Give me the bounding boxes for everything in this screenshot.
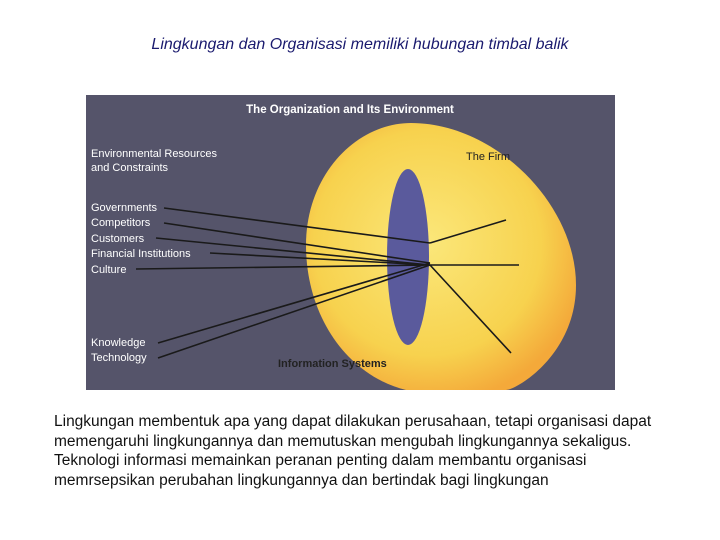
organization-environment-diagram [86,95,615,390]
diagram-canvas [86,95,615,390]
factor-technology: Technology [91,352,147,364]
information-systems-label: Information Systems [278,358,387,370]
body-paragraph: Lingkungan membentuk apa yang dapat dilakukan perusahaan, tetapi organisasi dapat memengaruhi lingkungannya dan memutuskan mengubah lingkungannya sekaligus. Teknologi informasi memainkan peranan penting dalam membantu organisasi memrsepsikan perubahan lingkungannya dan bertindak bagi lingkungan [54,413,652,489]
factor-culture: Culture [91,264,127,276]
slide-title: Lingkungan dan Organisasi memiliki hubungan timbal balik [151,36,569,53]
environment-label-line-2: and Constraints [91,162,169,174]
diagram-title: The Organization and Its Environment [246,104,454,116]
factor-customers: Customers [91,233,145,245]
environment-label-line-1: Environmental Resources [91,148,217,160]
firm-label: The Firm [466,151,510,163]
factor-governments: Governments [91,202,158,214]
factor-competitors: Competitors [91,217,151,229]
factor-knowledge: Knowledge [91,337,146,349]
factor-financial-institutions: Financial Institutions [91,248,191,260]
